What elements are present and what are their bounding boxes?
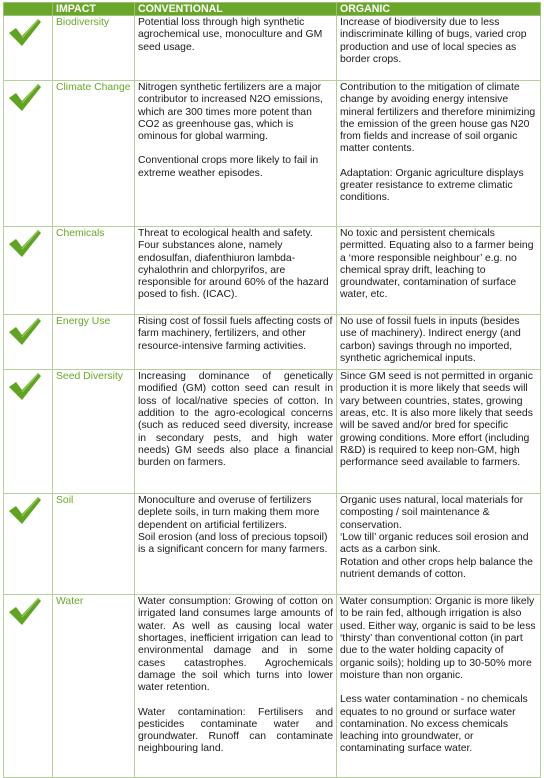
check-mark-icon [7,316,43,346]
impact-label: Biodiversity [53,16,135,81]
conventional-text: Nitrogen synthetic fertilizers are a major contributor to increased N2O emissions, which are 300 times more potent than CO2 as greenhouse gas, which is ominous for global warming. [138,82,323,143]
conventional-text: Threat to ecological health and safety. Four substances alone, namely endosulfan, diafenthiuron lambda-cyhalothrin and chlorpyrifos, are responsible for around 60% of the hazard posed to fish. (ICAC). [138,228,329,301]
organic-text: Organic uses natural, local materials for composting / soil maintenance & conservation. [340,495,524,531]
check-cell [4,595,53,778]
impact-label: Energy Use [53,315,135,370]
header-blank [4,3,53,16]
header-organic: ORGANIC [337,3,541,16]
organic-text: No use of fossil fuels in inputs (besides use of machinery). Indirect energy (and carbon) savings through no imported, synthetic agrichemical inputs. [340,316,521,364]
organic-text: Water consumption: Organic is more likely to be rain fed, although irrigation is also used. Either way, organic is said to be less ‘thirsty’ than conventional cotton (in part due to the water holding capacity of organic soils); holding up to 30-50% more moisture than non organic. [340,596,536,681]
organic-text: Rotation and other crops help balance the nutrient demands of cotton. [340,556,533,580]
check-mark-icon [7,495,43,525]
organic-text: Since GM seed is not permitted in organic production it is more likely that seeds will vary between countries, states, growing areas, etc. It is also more likely that seeds will be saved and/or bred for specific growing conditions. More effort (including R&D) is required to keep non-GM, high performance seed available to farmers. [340,371,533,469]
check-mark-icon [7,596,43,626]
organic-cell [337,494,541,595]
organic-text: Adaptation: Organic agriculture displays greater resistance to extreme climatic conditions. [340,167,524,204]
table-row-biodiversity [4,16,541,81]
table-row-chemicals [4,227,541,315]
impact-label: Soil [53,494,135,595]
organic-cell [337,370,541,494]
table-row-soil [4,494,541,595]
conventional-text: Water consumption: Growing of cotton on irrigated land consumes large amounts of water. As well as causing local water shortages, inefficient irrigation can lead to environmental damage and in some cases catastrophes. Agrochemicals damage the soil which turns into lower water retention. [138,596,333,694]
check-mark-icon [7,17,43,47]
conventional-text: Water contamination: Fertilisers and pesticides contaminate water and groundwater. Runoff can contaminate neighbouring land. [138,706,333,755]
conventional-cell [135,370,337,494]
header-row [4,3,541,16]
organic-text: Less water contamination - no chemicals equates to no ground or surface water contamination. No excess chemicals leaching into groundwater, or contaminating surface water. [340,694,528,755]
comparison-table [3,2,541,778]
check-cell [4,370,53,494]
organic-cell [337,227,541,315]
conventional-cell [135,595,337,778]
check-cell [4,315,53,370]
conventional-cell [135,227,337,315]
check-mark-icon [7,82,43,112]
conventional-cell [135,16,337,81]
table-row-climate-change [4,81,541,227]
table-row-energy-use [4,315,541,370]
organic-text: ‘Low till’ organic reduces soil erosion and acts as a carbon sink. [340,532,529,556]
conventional-text: Monoculture and overuse of fertilizers deplete soils, in turn making them more dependent on artificial fertilizers. [138,495,320,531]
table-row-seed-diversity [4,370,541,494]
check-cell [4,227,53,315]
conventional-text: Rising cost of fossil fuels affecting costs of farm machinery, fertilizers, and other resource-intensive farming activities. [138,316,333,352]
organic-cell [337,16,541,81]
organic-cell [337,595,541,778]
organic-text: Increase of biodiversity due to less indiscriminate killing of bugs, varied crop production and use of local species as border crops. [340,17,527,65]
impact-label: Seed Diversity [53,370,135,494]
header-impact: IMPACT [53,3,135,16]
organic-text: No toxic and persistent chemicals permitted. Equating also to a farmer being a ‘more responsible neighbour’ e.g. no chemical spray drift, leaching to groundwater, contamination of surface water, etc. [340,228,534,301]
conventional-cell [135,494,337,595]
organic-text: Contribution to the mitigation of climate change by avoiding energy intensive mineral fertilizers and therefore minimizing the emission of the green house gas N20 from fields and increase of soil organic matter contents. [340,82,536,155]
check-mark-icon [7,371,43,401]
check-cell [4,81,53,227]
organic-cell [337,81,541,227]
conventional-text: Conventional crops more likely to fail in extreme weather episodes. [138,155,319,179]
header-conventional: CONVENTIONAL [135,3,337,16]
organic-cell [337,315,541,370]
impact-label: Water [53,595,135,778]
conventional-text: Potential loss through high synthetic agrochemical use, monoculture and GM seed usage. [138,17,323,53]
impact-label: Climate Change [53,81,135,227]
conventional-text: Soil erosion (and loss of precious topsoil) is a significant concern for many farmers. [138,532,328,556]
table-row-water [4,595,541,778]
check-mark-icon [7,228,43,258]
conventional-cell [135,315,337,370]
conventional-text: Increasing dominance of genetically modified (GM) cotton seed can result in loss of local/native species of cotton. In addition to the agro-ecological concerns (such as reduced seed diversity, increase in secondary pests, and high water needs) GM seeds also place a financial burden on farmers. [138,371,333,469]
conventional-cell [135,81,337,227]
check-cell [4,16,53,81]
impact-label: Chemicals [53,227,135,315]
check-cell [4,494,53,595]
